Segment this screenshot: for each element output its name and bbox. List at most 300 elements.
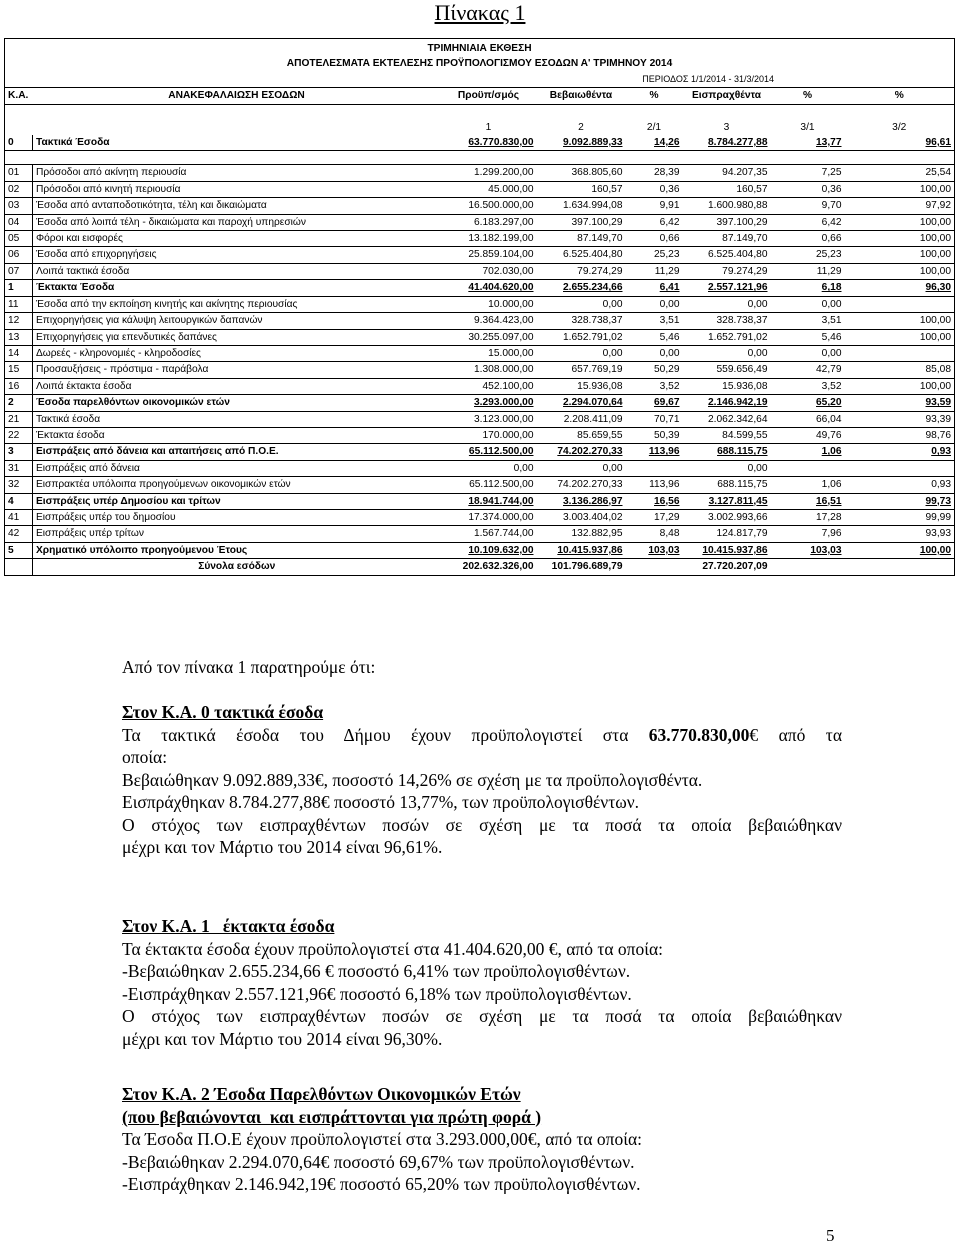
row-value-c1 (441, 477, 537, 493)
cell-text: 65.112.500,00 (468, 446, 534, 458)
cell-text: 100,00 (919, 216, 952, 228)
row-code: 05 (5, 231, 33, 247)
paragraph-line: -Εισπράχθηκαν 2.146.942,19€ ποσοστό 65,20% των προϋπολογισθέντων. (122, 1174, 641, 1194)
cell-text: 452.100,00 (482, 380, 534, 392)
cell-text: 28,39 (654, 167, 680, 179)
row-value-p31 (771, 427, 845, 443)
row-value-p31 (771, 280, 845, 296)
row-value-p31 (771, 231, 845, 247)
row-value-p32 (845, 247, 955, 263)
cell-text: 7,96 (821, 528, 842, 540)
cell-text: 702.030,00 (482, 265, 534, 277)
cell-text: 85.659,55 (577, 429, 623, 441)
row-description: Έσοδα από επιχορηγήσεις (33, 247, 441, 263)
row-value-c2 (537, 477, 626, 493)
cell-text: 2.655.234,66 (563, 282, 623, 294)
cell-text: 103,03 (810, 544, 842, 556)
header-description: ΑΝΑΚΕΦΑΛΑΙΩΣΗ ΕΣΟΔΩΝ (33, 88, 441, 104)
row-value-c1 (441, 329, 537, 345)
row-code: 3 (5, 444, 33, 460)
header-budget: Προϋπ/σμός (441, 88, 537, 104)
cell-text: 0,36 (821, 183, 842, 195)
row-description: Δωρεές - κληρονομιές - κληροδοσίες (33, 345, 441, 361)
cell-text: 657.769,19 (571, 364, 623, 376)
cell-text: 328.738,37 (716, 315, 768, 327)
col-number: 1 (485, 121, 492, 133)
text-fragment: Τα τακτικά έσοδα του Δήμου έχουν προϋπολογιστεί στα (122, 724, 629, 745)
cell-text: 16,51 (816, 495, 842, 507)
cell-text: 1.308.000,00 (474, 364, 534, 376)
row-code: 22 (5, 427, 33, 443)
cell-text: 10.415.937,86 (557, 544, 623, 556)
row-value-p31 (771, 313, 845, 329)
summary-text (122, 656, 842, 679)
cell-text: 5,46 (659, 331, 680, 343)
row-code: 11 (5, 296, 33, 312)
cell-text: 65.112.500,00 (469, 479, 534, 491)
row-value-p32 (845, 509, 955, 525)
table-row (5, 378, 955, 394)
cell-text: 6,18 (821, 282, 842, 294)
cell-text: 97,92 (925, 200, 952, 212)
cell-text: 100,00 (919, 183, 952, 195)
cell-text: 10.109.632,00 (468, 544, 534, 556)
row-value-c2 (537, 395, 626, 411)
cell-text: 124.817,79 (716, 528, 768, 540)
cell-text: 3,51 (821, 315, 842, 327)
row-value-c2 (537, 345, 626, 361)
row-value-p21 (626, 135, 683, 151)
cell-text: 1.600.980,88 (708, 200, 768, 212)
row-description: Επιχορηγήσεις για κάλυψη λειτουργικών δαπανών (33, 313, 441, 329)
cell-text: 93,59 (925, 397, 952, 409)
row-description: Λοιπά έκτακτα έσοδα (33, 378, 441, 394)
cell-text: 30.255.097,00 (468, 331, 534, 343)
cell-text: 17.374.000,00 (468, 511, 534, 523)
row-code: 1 (5, 280, 33, 296)
table-row (5, 427, 955, 443)
header-certified: Βεβαιωθέντα (537, 88, 626, 104)
row-code: 42 (5, 526, 33, 542)
table-row (5, 362, 955, 378)
cell-text: 16,56 (654, 495, 680, 507)
cell-text: 87.149,70 (577, 233, 623, 245)
row-value-p21 (626, 493, 683, 509)
cell-text: 16.500.000,00 (468, 200, 534, 212)
row-value-p31 (771, 509, 845, 525)
cell-text: 3.002.993,66 (708, 511, 768, 523)
row-value-p32 (845, 542, 955, 558)
row-value-p21 (626, 329, 683, 345)
cell-text: 18.941.744,00 (468, 495, 534, 507)
row-value-c3 (683, 231, 771, 247)
row-value-p21 (626, 231, 683, 247)
row-value-c2 (537, 493, 626, 509)
cell-text: 3,52 (659, 380, 680, 392)
cell-text: 41.404.620,00 (468, 282, 534, 294)
row-value-c1 (441, 378, 537, 394)
cell-text: 6,42 (821, 216, 842, 228)
row-description: Έκτακτα έσοδα (33, 427, 441, 443)
table-row (5, 329, 955, 345)
cell-text: 6,41 (659, 282, 680, 294)
row-code: 32 (5, 477, 33, 493)
table-row (5, 247, 955, 263)
cell-text: 74.202.270,33 (557, 446, 623, 458)
totals-row (5, 559, 955, 575)
cell-text: 14,26 (654, 137, 680, 149)
row-value-p21 (626, 296, 683, 312)
row-value-c1 (441, 165, 537, 181)
row-value-c2 (537, 444, 626, 460)
cell-text: 65,20 (816, 397, 842, 409)
row-value-p31 (771, 362, 845, 378)
cell-text: 0,00 (659, 298, 680, 310)
cell-text: 113,96 (649, 479, 680, 491)
cell-text: 25,23 (654, 249, 680, 261)
cell-text: 8,48 (659, 528, 680, 540)
row-value-c3 (683, 542, 771, 558)
table-row (5, 477, 955, 493)
row-value-c1 (441, 493, 537, 509)
row-value-p21 (626, 313, 683, 329)
row-code: 4 (5, 493, 33, 509)
cell-text: 100,00 (919, 315, 952, 327)
cell-text: 3.136.286,97 (563, 495, 623, 507)
page-number: 5 (826, 1226, 835, 1245)
cell-text: 70,71 (654, 413, 680, 425)
row-value-c2 (537, 231, 626, 247)
row-value-c1 (441, 444, 537, 460)
row-value-c3 (683, 427, 771, 443)
cell-text: 45.000,00 (488, 183, 534, 195)
row-value-p21 (626, 411, 683, 427)
row-description: Τακτικά Έσοδα (33, 135, 441, 151)
row-value-p32 (845, 135, 955, 151)
row-value-c1 (441, 427, 537, 443)
row-value-c3 (683, 214, 771, 230)
cell-text: 3.123.000,00 (474, 413, 534, 425)
cell-text: 100,00 (919, 233, 952, 245)
row-value-p32 (845, 231, 955, 247)
row-description: Εισπράξεις υπέρ τρίτων (33, 526, 441, 542)
row-value-c2 (537, 165, 626, 181)
row-value-c3 (683, 280, 771, 296)
col-number: 2/1 (646, 121, 662, 133)
cell-text: 0,00 (747, 298, 768, 310)
row-description: Φόροι και εισφορές (33, 231, 441, 247)
paragraph-line: Εισπράχθηκαν 8.784.277,88€ ποσοστό 13,77%, των προϋπολογισθέντων. (122, 792, 640, 812)
row-value-p31 (771, 198, 845, 214)
cell-text: 50,29 (654, 364, 680, 376)
cell-text: 99,99 (925, 511, 952, 523)
row-value-p32 (845, 362, 955, 378)
cell-text: 25.859.104,00 (468, 249, 534, 261)
table-row (5, 263, 955, 279)
row-description: Έσοδα από λοιπά τέλη - δικαιώματα και παροχή υπηρεσιών (33, 214, 441, 230)
cell-text: 99,73 (925, 495, 952, 507)
row-value-p32 (845, 378, 955, 394)
cell-text: 9,91 (659, 200, 680, 212)
table-row (5, 280, 955, 296)
paragraph-line: μέχρι και τον Μάρτιο του 2014 είναι 96,30%. (122, 1028, 443, 1049)
row-value-p31 (771, 345, 845, 361)
col-number: 3/2 (845, 120, 955, 135)
cell-text: 113,96 (648, 446, 680, 458)
cell-text: 100,00 (919, 380, 952, 392)
row-value-p21 (626, 345, 683, 361)
row-value-c3 (683, 263, 771, 279)
row-value-c1 (441, 280, 537, 296)
row-value-p31 (771, 181, 845, 197)
row-code: 02 (5, 181, 33, 197)
row-code: 01 (5, 165, 33, 181)
section-regular-revenue (122, 701, 842, 859)
row-code: 41 (5, 509, 33, 525)
row-code: 2 (5, 395, 33, 411)
cell-text: 0,00 (821, 347, 842, 359)
header-pct-3: % (845, 88, 955, 104)
row-value-p32 (845, 411, 955, 427)
row-description: Προσαυξήσεις - πρόστιμα - παράβολα (33, 362, 441, 378)
row-code: 03 (5, 198, 33, 214)
row-value-p31 (771, 411, 845, 427)
totals-label: Σύνολα εσόδων (33, 559, 441, 575)
row-value-c2 (537, 411, 626, 427)
row-value-c3 (683, 493, 771, 509)
row-code: 5 (5, 542, 33, 558)
cell-text: 69,67 (654, 397, 680, 409)
row-value-c3 (683, 444, 771, 460)
cell-text: 0,00 (602, 462, 623, 474)
cell-text: 3.127.811,45 (708, 495, 768, 507)
cell-text: 1,06 (821, 446, 842, 458)
row-description: Εισπράξεις υπέρ του δημοσίου (33, 509, 441, 525)
row-value-c1 (441, 345, 537, 361)
paragraph-line: Ο στόχος των εισπραχθέντων ποσών σε σχέση με τα ποσά τα οποία βεβαιώθηκαν (122, 814, 842, 835)
row-value-c1 (441, 509, 537, 525)
intro-text: Από τον πίνακα 1 παρατηρούμε ότι: (122, 657, 376, 677)
table-row (5, 296, 955, 312)
table-row (5, 444, 955, 460)
cell-text: 3.003.404,02 (563, 511, 623, 523)
row-value-p21 (626, 165, 683, 181)
header-pct-1: % (626, 88, 683, 104)
cell-text: 0,00 (747, 347, 768, 359)
cell-text: 1.652.791,02 (563, 331, 623, 343)
row-value-c2 (537, 509, 626, 525)
col-number: 2 (578, 121, 584, 133)
row-value-p31 (771, 542, 845, 558)
row-value-c2 (537, 526, 626, 542)
cell-text: 6.525.404,80 (708, 249, 768, 261)
cell-text: 10.415.937,86 (702, 544, 768, 556)
row-value-c2 (537, 542, 626, 558)
row-value-p32 (845, 313, 955, 329)
cell-text: 0,93 (931, 479, 952, 491)
cell-text: 17,28 (816, 511, 842, 523)
row-value-c2 (537, 460, 626, 476)
table-row (5, 198, 955, 214)
paragraph-line: Βεβαιώθηκαν 9.092.889,33€, ποσοστό 14,26% σε σχέση με τα προϋπολογισθέντα. (122, 769, 703, 790)
table-row (5, 542, 955, 558)
row-value-c3 (683, 477, 771, 493)
row-value-c2 (537, 362, 626, 378)
row-value-c2 (537, 313, 626, 329)
cell-text: 0,00 (821, 298, 842, 310)
cell-text: 3,51 (659, 315, 680, 327)
row-value-p21 (626, 181, 683, 197)
cell-text: 2.146.942,19 (708, 397, 768, 409)
row-value-p21 (626, 526, 683, 542)
cell-text: 42,79 (816, 364, 842, 376)
row-value-p31 (771, 378, 845, 394)
row-description: Χρηματικό υπόλοιπο προηγούμενου Έτους (33, 542, 441, 558)
row-value-c2 (537, 280, 626, 296)
row-value-c3 (683, 526, 771, 542)
total-budget: 202.632.326,00 (441, 559, 537, 575)
cell-text: 1,06 (821, 479, 842, 491)
row-value-p32 (845, 526, 955, 542)
revenue-report-table-container (4, 38, 954, 576)
cell-text: 9,70 (821, 200, 842, 212)
paragraph-line (122, 724, 842, 747)
cell-text: 0,36 (659, 183, 680, 195)
row-value-p21 (626, 280, 683, 296)
row-value-c3 (683, 345, 771, 361)
cell-text: 5,46 (821, 331, 842, 343)
row-description: Τακτικά έσοδα (33, 411, 441, 427)
cell-text: 0,66 (659, 233, 680, 245)
cell-text: 100,00 (919, 265, 952, 277)
row-value-c1 (441, 395, 537, 411)
row-value-p32 (845, 329, 955, 345)
report-subtitle: ΑΠΟΤΕΛΕΣΜΑΤΑ ΕΚΤΕΛΕΣΗΣ ΠΡΟΫΠΟΛΟΓΙΣΜΟΥ ΕΣΟΔΩΝ Α' ΤΡΙΜΗΝΟΥ 2014 (5, 56, 955, 71)
row-description: Πρόσοδοι από κινητή περιουσία (33, 181, 441, 197)
paragraph-line: -Εισπράχθηκαν 2.557.121,96€ ποσοστό 6,18% των προϋπολογισθέντων. (122, 983, 632, 1004)
cell-text: 49,76 (816, 429, 842, 441)
cell-text: 15.936,08 (577, 380, 623, 392)
page-title: Πίνακας 1 (434, 0, 526, 25)
cell-text: 25,54 (925, 167, 952, 179)
cell-text: 100,00 (919, 331, 952, 343)
row-value-c2 (537, 427, 626, 443)
section-heading: Στον Κ.Α. 0 τακτικά έσοδα (122, 702, 324, 722)
cell-text: 87.149,70 (722, 233, 768, 245)
row-value-c3 (683, 395, 771, 411)
column-number-row (5, 120, 955, 135)
header-pct-2: % (771, 88, 845, 104)
row-code: 15 (5, 362, 33, 378)
report-title: ΤΡΙΜΗΝΙΑΙΑ ΕΚΘΕΣΗ (5, 39, 955, 57)
row-value-c3 (683, 247, 771, 263)
row-description: Έσοδα παρελθόντων οικονομικών ετών (33, 395, 441, 411)
row-value-p31 (771, 493, 845, 509)
cell-text: 2.062.342,64 (708, 413, 768, 425)
cell-text: 1.567.744,00 (474, 528, 534, 540)
cell-text: 93,93 (925, 528, 952, 540)
total-certified: 101.796.689,79 (537, 559, 626, 575)
row-value-p31 (771, 477, 845, 493)
table-header-row (5, 88, 955, 104)
row-value-p21 (626, 460, 683, 476)
paragraph-line: Τα Έσοδα Π.Ο.Ε έχουν προϋπολογιστεί στα 3.293.000,00€, από τα οποία: (122, 1129, 642, 1149)
paragraph-line: μέχρι και τον Μάρτιο του 2014 είναι 96,61%. (122, 837, 443, 857)
row-value-p31 (771, 444, 845, 460)
row-value-c2 (537, 198, 626, 214)
header-code: Κ.Α. (5, 88, 33, 104)
table-row (5, 460, 955, 476)
row-value-p32 (845, 165, 955, 181)
cell-text: 688.115,75 (717, 479, 768, 491)
cell-text: 1.634.994,08 (563, 200, 623, 212)
row-value-p21 (626, 263, 683, 279)
row-value-c2 (537, 378, 626, 394)
row-value-c3 (683, 509, 771, 525)
report-period: ΠΕΡΙΟΔΟΣ 1/1/2014 - 31/3/2014 (5, 72, 955, 88)
row-value-c1 (441, 231, 537, 247)
table-row (5, 231, 955, 247)
cell-text: 397.100,29 (716, 216, 768, 228)
cell-text: 688.115,75 (717, 446, 768, 458)
row-value-c2 (537, 296, 626, 312)
cell-text: 0,00 (602, 298, 623, 310)
row-value-c3 (683, 313, 771, 329)
row-description: Πρόσοδοι από ακίνητη περιουσία (33, 165, 441, 181)
cell-text: 0,00 (747, 462, 768, 474)
row-value-p21 (626, 214, 683, 230)
cell-text: 6,42 (659, 216, 680, 228)
total-collected: 27.720.207,09 (683, 559, 771, 575)
paragraph-line: -Βεβαιώθηκαν 2.655.234,66 € ποσοστό 6,41% των προϋπολογισθέντων. (122, 961, 631, 981)
section-heading: Στον Κ.Α. 1 έκτακτα έσοδα (122, 916, 335, 936)
row-value-p32 (845, 477, 955, 493)
cell-text: 79.274,29 (722, 265, 768, 277)
row-value-p31 (771, 460, 845, 476)
row-value-c2 (537, 181, 626, 197)
row-value-p31 (771, 395, 845, 411)
cell-text: 132.882,95 (571, 528, 623, 540)
cell-text: 10.000,00 (488, 298, 534, 310)
row-value-c1 (441, 135, 537, 151)
row-value-c3 (683, 411, 771, 427)
cell-text: 100,00 (919, 544, 952, 556)
row-value-c3 (683, 460, 771, 476)
row-value-c2 (537, 247, 626, 263)
cell-text: 0,00 (513, 462, 534, 474)
table-row (5, 526, 955, 542)
text-fragment: € από τα (749, 724, 842, 745)
row-value-p21 (626, 395, 683, 411)
cell-text: 9.364.423,00 (474, 315, 534, 327)
col-number: 3/1 (800, 121, 815, 133)
cell-text: 74.202.270,33 (557, 479, 623, 491)
table-row (5, 345, 955, 361)
row-value-c1 (441, 362, 537, 378)
row-value-p21 (626, 444, 683, 460)
row-value-c1 (441, 247, 537, 263)
cell-text: 170.000,00 (482, 429, 534, 441)
row-value-c1 (441, 460, 537, 476)
table-row (5, 493, 955, 509)
row-code: 07 (5, 263, 33, 279)
cell-text: 94.207,35 (722, 167, 768, 179)
header-collected: Εισπραχθέντα (683, 88, 771, 104)
row-value-p31 (771, 526, 845, 542)
row-value-p31 (771, 165, 845, 181)
row-description: Έκτακτα Έσοδα (33, 280, 441, 296)
row-value-c3 (683, 362, 771, 378)
